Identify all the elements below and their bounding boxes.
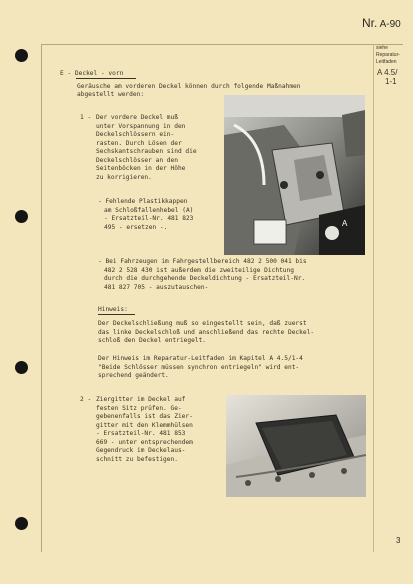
punch-hole [15,49,28,62]
item1-sub-line: am Schloßfallenhebel (A) [104,206,194,214]
note-line: sprechend geändert. [98,372,169,379]
item1-sub-line: 482 2 528 430 ist außerdem die zweiteilige Dichtung [104,266,294,274]
item1-sub-line: - Ersatzteil-Nr. 481 823 [104,215,194,222]
item2-line: gebenenfalls ist das Zier- [96,413,193,420]
item1-line: Seitenböcken in der Höhe [96,165,186,172]
note-line: schloß den Deckel entriegelt. [98,337,207,344]
item2-line: Gegendruck im Deckelaus- [96,447,186,454]
title-underline [76,78,136,79]
note-line: Der Hinweis im Reparatur-Leitfaden im Kapitel A 4.5/1-4 [98,355,303,362]
item1-sub-line: 481 827 705 - auszutauschen- [104,283,209,291]
punch-hole [15,361,28,374]
item1-line: Sechskantschrauben sind die [96,148,197,155]
item1-line: zu korrigieren. [96,173,152,181]
item-number: 2 - [80,396,92,403]
note-heading: Hinweis: [98,306,128,313]
item2-line: - Ersatzteil-Nr. 481 853 [96,430,186,437]
punch-hole [15,517,28,530]
reference-number-line: A 4.5/ [377,68,398,77]
item1-line: Deckelschlössern ein- [96,131,175,138]
punch-hole [15,210,28,223]
note-line: "Beide Schlösser müssen synchron entriegeln" wird ent- [98,363,300,371]
reference-label-line: siehe [376,45,388,51]
page-frame-left [41,44,42,552]
item2-line: gitter mit den Klemmhülsen [96,421,193,429]
item2-line: schnitt zu befestigen. [96,455,178,463]
reference-label [376,45,400,66]
item1-line: Deckelschlösser an den [96,156,178,164]
grille-photo [226,395,366,497]
item1-line: unter Vorspannung in den [96,122,186,130]
page-frame-top [41,44,403,45]
item2-line: festen Sitz prüfen. Ge- [96,404,182,412]
item1-line: Der vordere Deckel muß [96,114,178,121]
item-number: 1 - [80,114,92,121]
document-number [362,16,401,30]
section-title: E - Deckel - vorn [60,70,124,77]
item1-sub-line: durch die durchgehende Deckeldichtung - Ersatzteil-Nr. [104,275,306,282]
reference-label-line: Leitfaden [376,59,397,65]
reference-number-line: 1-1 [385,77,397,86]
note-heading-underline [98,314,135,315]
reference-column-divider [373,44,374,552]
reference-number [377,68,397,86]
document-number-value: A-90 [379,19,401,30]
item2-line: 669 - unter entsprechendem [96,438,193,446]
document-number-prefix: Nr. [362,16,378,30]
note-line: das linke Deckelschloß und anschließend das rechte Deckel- [98,328,315,336]
item1-sub-line: 495 - ersetzen -. [104,223,168,231]
note-line: Der Deckelschließung muß so eingestellt sein, daß zuerst [98,320,307,327]
intro-line: Geräusche am vorderen Deckel können durch folgende Maßnahmen [77,83,301,90]
lock-mechanism-photo [224,95,365,255]
item2-line: Ziergitter im Deckel auf [96,396,186,403]
photo-label-a: A [342,219,348,228]
reference-label-line: Reparatur- [376,52,400,58]
intro-line: abgestellt werden: [77,91,145,98]
page-number: 3 [396,536,401,545]
item1-line: rasten. Durch Lösen der [96,139,182,147]
item1-sub-line: - Bei Fahrzeugen im Fahrgestellbereich 482 2 500 041 bis [98,258,307,265]
item1-sub-line: - Fehlende Plastikkappen [98,198,188,205]
